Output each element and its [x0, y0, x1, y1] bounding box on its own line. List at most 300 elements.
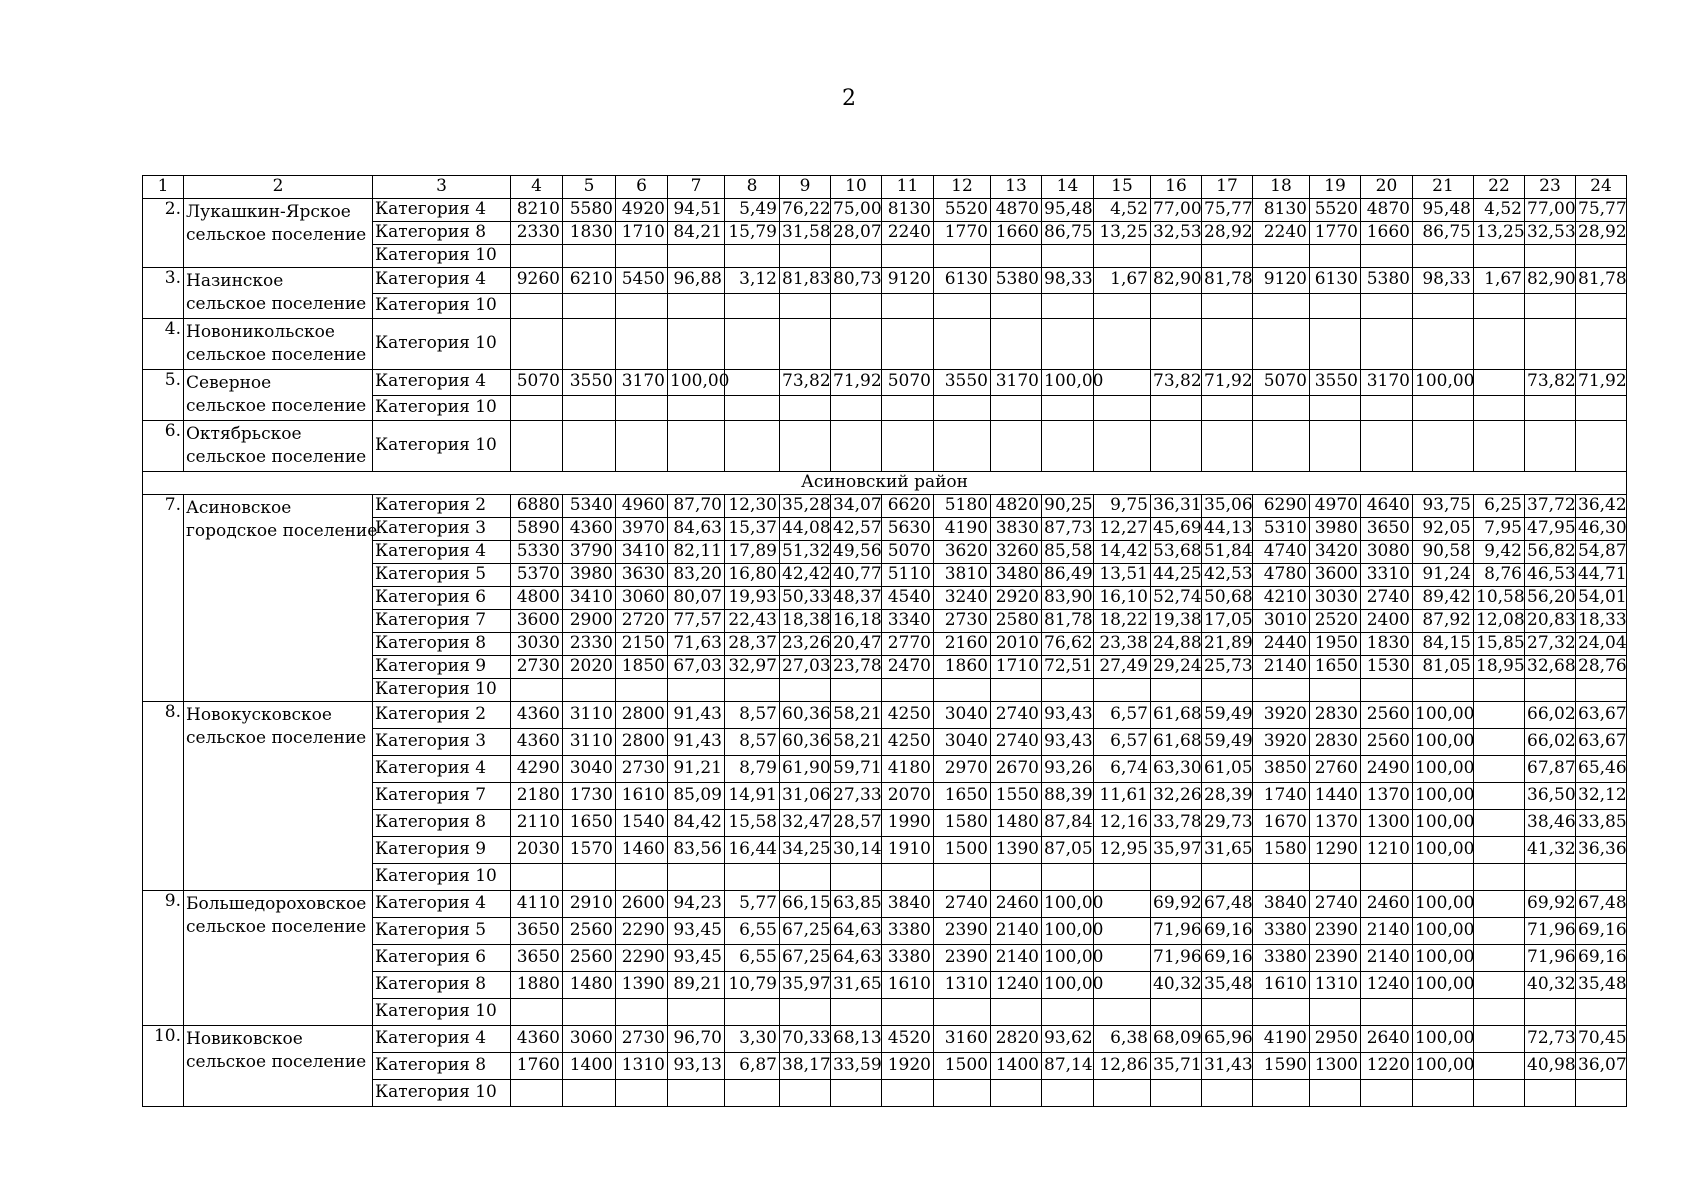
- value-cell: 6620: [882, 495, 934, 518]
- value-cell: [882, 999, 934, 1026]
- value-cell: 93,45: [668, 918, 725, 945]
- value-cell: [511, 395, 563, 421]
- value-cell: 2740: [934, 891, 991, 918]
- value-cell: [1525, 293, 1576, 319]
- value-cell: [1310, 319, 1361, 370]
- value-cell: [1576, 864, 1627, 891]
- value-cell: 8,57: [725, 702, 780, 729]
- value-cell: [831, 421, 882, 472]
- value-cell: [1576, 421, 1627, 472]
- value-cell: [1474, 370, 1525, 396]
- value-cell: [1151, 293, 1202, 319]
- value-cell: [1413, 421, 1474, 472]
- value-cell: [1202, 319, 1253, 370]
- value-cell: 1850: [616, 656, 668, 679]
- value-cell: 44,71: [1576, 564, 1627, 587]
- value-cell: 85,09: [668, 783, 725, 810]
- value-cell: 18,22: [1094, 610, 1151, 633]
- value-cell: [563, 1080, 616, 1107]
- value-cell: 3340: [882, 610, 934, 633]
- value-cell: 32,47: [780, 810, 831, 837]
- value-cell: [1094, 1080, 1151, 1107]
- value-cell: 13,25: [1094, 222, 1151, 245]
- value-cell: [1576, 679, 1627, 702]
- value-cell: 4360: [511, 1026, 563, 1053]
- value-cell: 2140: [1253, 656, 1310, 679]
- value-cell: [934, 421, 991, 472]
- value-cell: 31,43: [1202, 1053, 1253, 1080]
- value-cell: [1576, 395, 1627, 421]
- value-cell: 100,00: [1413, 945, 1474, 972]
- value-cell: 71,96: [1151, 918, 1202, 945]
- value-cell: [780, 999, 831, 1026]
- value-cell: 70,45: [1576, 1026, 1627, 1053]
- value-cell: 31,65: [831, 972, 882, 999]
- value-cell: 4800: [511, 587, 563, 610]
- value-cell: [1042, 679, 1094, 702]
- value-cell: [668, 293, 725, 319]
- value-cell: [780, 864, 831, 891]
- value-cell: [1474, 395, 1525, 421]
- value-cell: 69,16: [1576, 918, 1627, 945]
- value-cell: 96,88: [668, 268, 725, 294]
- category-cell: Категория 8: [373, 633, 511, 656]
- value-cell: [1042, 999, 1094, 1026]
- category-cell: Категория 8: [373, 222, 511, 245]
- value-cell: 1610: [1253, 972, 1310, 999]
- value-cell: 1500: [934, 837, 991, 864]
- value-cell: 19,93: [725, 587, 780, 610]
- value-cell: 2560: [1361, 729, 1413, 756]
- value-cell: [1042, 1080, 1094, 1107]
- value-cell: 1580: [1253, 837, 1310, 864]
- value-cell: 3480: [991, 564, 1042, 587]
- value-cell: [1576, 999, 1627, 1026]
- value-cell: 3550: [934, 370, 991, 396]
- value-cell: [511, 421, 563, 472]
- value-cell: 86,75: [1042, 222, 1094, 245]
- value-cell: 2580: [991, 610, 1042, 633]
- value-cell: 4870: [1361, 199, 1413, 222]
- settlement-name: [184, 268, 373, 319]
- value-cell: 63,67: [1576, 702, 1627, 729]
- value-cell: 3380: [882, 945, 934, 972]
- value-cell: [1474, 293, 1525, 319]
- value-cell: 15,85: [1474, 633, 1525, 656]
- value-cell: 3550: [1310, 370, 1361, 396]
- value-cell: 32,12: [1576, 783, 1627, 810]
- value-cell: 38,46: [1525, 810, 1576, 837]
- value-cell: [991, 245, 1042, 268]
- value-cell: 2460: [1361, 891, 1413, 918]
- value-cell: 1650: [1310, 656, 1361, 679]
- row-number: 8.: [143, 702, 184, 891]
- category-cell: Категория 7: [373, 610, 511, 633]
- value-cell: 89,42: [1413, 587, 1474, 610]
- value-cell: [1361, 319, 1413, 370]
- value-cell: 3030: [511, 633, 563, 656]
- value-cell: [1042, 395, 1094, 421]
- value-cell: [831, 293, 882, 319]
- value-cell: 67,25: [780, 918, 831, 945]
- value-cell: 5310: [1253, 518, 1310, 541]
- value-cell: 1440: [1310, 783, 1361, 810]
- value-cell: 71,92: [1202, 370, 1253, 396]
- value-cell: 1770: [1310, 222, 1361, 245]
- value-cell: [1474, 972, 1525, 999]
- value-cell: [1474, 837, 1525, 864]
- value-cell: [668, 999, 725, 1026]
- value-cell: 3010: [1253, 610, 1310, 633]
- value-cell: 1650: [563, 810, 616, 837]
- value-cell: 2400: [1361, 610, 1413, 633]
- value-cell: 1760: [511, 1053, 563, 1080]
- value-cell: 2150: [616, 633, 668, 656]
- value-cell: 1880: [511, 972, 563, 999]
- settlement-name: [184, 199, 373, 268]
- value-cell: 73,82: [780, 370, 831, 396]
- value-cell: [780, 319, 831, 370]
- value-cell: 18,38: [780, 610, 831, 633]
- value-cell: 2720: [616, 610, 668, 633]
- category-cell: Категория 5: [373, 564, 511, 587]
- value-cell: 6,87: [725, 1053, 780, 1080]
- value-cell: 2560: [563, 918, 616, 945]
- value-cell: 35,48: [1202, 972, 1253, 999]
- table-row: [143, 495, 1627, 518]
- value-cell: 93,62: [1042, 1026, 1094, 1053]
- value-cell: 34,25: [780, 837, 831, 864]
- value-cell: 6,38: [1094, 1026, 1151, 1053]
- value-cell: 95,48: [1042, 199, 1094, 222]
- value-cell: 2740: [1310, 891, 1361, 918]
- value-cell: [1094, 293, 1151, 319]
- value-cell: [1310, 245, 1361, 268]
- value-cell: 3790: [563, 541, 616, 564]
- value-cell: 37,72: [1525, 495, 1576, 518]
- value-cell: 1390: [616, 972, 668, 999]
- value-cell: 93,43: [1042, 702, 1094, 729]
- value-cell: 3160: [934, 1026, 991, 1053]
- value-cell: 2910: [563, 891, 616, 918]
- table-row: [143, 1026, 1627, 1053]
- value-cell: 61,90: [780, 756, 831, 783]
- value-cell: [1094, 421, 1151, 472]
- value-cell: 1,67: [1094, 268, 1151, 294]
- value-cell: 2330: [563, 633, 616, 656]
- value-cell: 27,03: [780, 656, 831, 679]
- value-cell: 2970: [934, 756, 991, 783]
- value-cell: 83,90: [1042, 587, 1094, 610]
- value-cell: 2010: [991, 633, 1042, 656]
- value-cell: 51,32: [780, 541, 831, 564]
- value-cell: 100,00: [1413, 370, 1474, 396]
- value-cell: 3920: [1253, 729, 1310, 756]
- value-cell: 5330: [511, 541, 563, 564]
- value-cell: 82,11: [668, 541, 725, 564]
- value-cell: [1525, 395, 1576, 421]
- category-cell: Категория 9: [373, 837, 511, 864]
- row-number: 10.: [143, 1026, 184, 1107]
- value-cell: 13,25: [1474, 222, 1525, 245]
- value-cell: 6210: [563, 268, 616, 294]
- value-cell: 5630: [882, 518, 934, 541]
- value-cell: 66,02: [1525, 702, 1576, 729]
- value-cell: [1151, 421, 1202, 472]
- value-cell: [1576, 245, 1627, 268]
- value-cell: 68,09: [1151, 1026, 1202, 1053]
- value-cell: 1920: [882, 1053, 934, 1080]
- value-cell: [831, 679, 882, 702]
- column-number: 13: [991, 176, 1042, 199]
- value-cell: 1730: [563, 783, 616, 810]
- settlement-name-line: Новиковское: [186, 1029, 303, 1049]
- value-cell: 46,53: [1525, 564, 1576, 587]
- value-cell: 14,91: [725, 783, 780, 810]
- value-cell: 1660: [991, 222, 1042, 245]
- value-cell: 2640: [1361, 1026, 1413, 1053]
- value-cell: [616, 421, 668, 472]
- value-cell: 69,92: [1525, 891, 1576, 918]
- value-cell: 12,86: [1094, 1053, 1151, 1080]
- settlement-name-line: сельское поселение: [186, 447, 367, 467]
- settlement-name-line: Назинское: [186, 271, 284, 291]
- value-cell: [1474, 918, 1525, 945]
- value-cell: [882, 293, 934, 319]
- value-cell: [1151, 395, 1202, 421]
- category-cell: Категория 4: [373, 756, 511, 783]
- value-cell: 77,00: [1151, 199, 1202, 222]
- district-row: [143, 472, 1627, 495]
- value-cell: 36,42: [1576, 495, 1627, 518]
- value-cell: [1525, 319, 1576, 370]
- value-cell: 5070: [882, 541, 934, 564]
- value-cell: 71,96: [1151, 945, 1202, 972]
- value-cell: 6,74: [1094, 756, 1151, 783]
- value-cell: 6,55: [725, 945, 780, 972]
- value-cell: 87,73: [1042, 518, 1094, 541]
- value-cell: [511, 319, 563, 370]
- value-cell: 28,37: [725, 633, 780, 656]
- value-cell: 87,05: [1042, 837, 1094, 864]
- table-row: [143, 421, 1627, 472]
- value-cell: 3380: [1253, 918, 1310, 945]
- value-cell: 3980: [1310, 518, 1361, 541]
- value-cell: 4110: [511, 891, 563, 918]
- value-cell: 4970: [1310, 495, 1361, 518]
- value-cell: [1253, 1080, 1310, 1107]
- value-cell: 100,00: [1042, 972, 1094, 999]
- value-cell: [934, 319, 991, 370]
- value-cell: [1361, 1080, 1413, 1107]
- value-cell: 41,32: [1525, 837, 1576, 864]
- value-cell: 6130: [1310, 268, 1361, 294]
- value-cell: 81,78: [1202, 268, 1253, 294]
- category-cell: Категория 10: [373, 1080, 511, 1107]
- value-cell: [668, 395, 725, 421]
- value-cell: 1310: [616, 1053, 668, 1080]
- value-cell: 3310: [1361, 564, 1413, 587]
- value-cell: [991, 421, 1042, 472]
- value-cell: 91,21: [668, 756, 725, 783]
- value-cell: 2830: [1310, 702, 1361, 729]
- value-cell: 3650: [511, 918, 563, 945]
- value-cell: [511, 999, 563, 1026]
- value-cell: 4190: [1253, 1026, 1310, 1053]
- value-cell: [1042, 293, 1094, 319]
- value-cell: 20,47: [831, 633, 882, 656]
- value-cell: 36,36: [1576, 837, 1627, 864]
- value-cell: 5520: [934, 199, 991, 222]
- value-cell: 9,75: [1094, 495, 1151, 518]
- value-cell: 64,63: [831, 918, 882, 945]
- value-cell: 2760: [1310, 756, 1361, 783]
- value-cell: 1530: [1361, 656, 1413, 679]
- value-cell: 9260: [511, 268, 563, 294]
- value-cell: 73,82: [1525, 370, 1576, 396]
- value-cell: 6130: [934, 268, 991, 294]
- value-cell: 3,12: [725, 268, 780, 294]
- value-cell: [1253, 421, 1310, 472]
- value-cell: 12,16: [1094, 810, 1151, 837]
- value-cell: [1310, 1080, 1361, 1107]
- value-cell: 100,00: [1413, 810, 1474, 837]
- value-cell: [1151, 999, 1202, 1026]
- value-cell: [934, 1080, 991, 1107]
- value-cell: 22,43: [725, 610, 780, 633]
- value-cell: [1525, 1080, 1576, 1107]
- value-cell: [1253, 999, 1310, 1026]
- value-cell: 8130: [1253, 199, 1310, 222]
- table-row: [143, 891, 1627, 918]
- value-cell: [934, 999, 991, 1026]
- value-cell: 2110: [511, 810, 563, 837]
- value-cell: 13,51: [1094, 564, 1151, 587]
- value-cell: [1151, 864, 1202, 891]
- value-cell: [1094, 245, 1151, 268]
- value-cell: [1253, 679, 1310, 702]
- value-cell: 1370: [1310, 810, 1361, 837]
- value-cell: [1413, 319, 1474, 370]
- value-cell: [1474, 756, 1525, 783]
- settlement-name: [184, 495, 378, 702]
- value-cell: 77,57: [668, 610, 725, 633]
- value-cell: [1361, 679, 1413, 702]
- value-cell: 2460: [991, 891, 1042, 918]
- value-cell: 4,52: [1474, 199, 1525, 222]
- table-row: [143, 702, 1627, 729]
- value-cell: 23,38: [1094, 633, 1151, 656]
- value-cell: [1202, 395, 1253, 421]
- value-cell: 5520: [1310, 199, 1361, 222]
- category-cell: Категория 10: [373, 395, 511, 421]
- value-cell: [1151, 679, 1202, 702]
- category-cell: Категория 4: [373, 268, 511, 294]
- value-cell: 3040: [934, 729, 991, 756]
- value-cell: [1361, 293, 1413, 319]
- value-cell: 3420: [1310, 541, 1361, 564]
- value-cell: 1830: [1361, 633, 1413, 656]
- value-cell: 2770: [882, 633, 934, 656]
- value-cell: [1202, 1080, 1253, 1107]
- value-cell: 2140: [991, 945, 1042, 972]
- value-cell: 5070: [1253, 370, 1310, 396]
- settlement-name-line: сельское поселение: [186, 728, 367, 748]
- district-label: Асиновский район: [143, 472, 1627, 495]
- value-cell: 71,92: [1576, 370, 1627, 396]
- value-cell: 2560: [563, 945, 616, 972]
- value-cell: 2520: [1310, 610, 1361, 633]
- column-number: 8: [725, 176, 780, 199]
- value-cell: 1500: [934, 1053, 991, 1080]
- value-cell: 35,48: [1576, 972, 1627, 999]
- value-cell: 100,00: [1413, 756, 1474, 783]
- value-cell: 7,95: [1474, 518, 1525, 541]
- value-cell: 3040: [563, 756, 616, 783]
- value-cell: [563, 293, 616, 319]
- value-cell: 100,00: [1413, 1026, 1474, 1053]
- value-cell: [1413, 679, 1474, 702]
- value-cell: [1474, 421, 1525, 472]
- value-cell: 100,00: [1042, 945, 1094, 972]
- value-cell: 91,24: [1413, 564, 1474, 587]
- value-cell: 30,14: [831, 837, 882, 864]
- value-cell: 4870: [991, 199, 1042, 222]
- value-cell: 4360: [511, 729, 563, 756]
- column-number: 22: [1474, 176, 1525, 199]
- settlement-name-line: городское поселение: [186, 521, 378, 541]
- value-cell: 65,96: [1202, 1026, 1253, 1053]
- value-cell: 3,30: [725, 1026, 780, 1053]
- value-cell: 36,07: [1576, 1053, 1627, 1080]
- category-cell: Категория 4: [373, 891, 511, 918]
- value-cell: [1151, 1080, 1202, 1107]
- value-cell: 40,98: [1525, 1053, 1576, 1080]
- settlement-name-line: сельское поселение: [186, 345, 367, 365]
- value-cell: 1,67: [1474, 268, 1525, 294]
- value-cell: 2950: [1310, 1026, 1361, 1053]
- value-cell: 28,39: [1202, 783, 1253, 810]
- category-cell: Категория 10: [373, 245, 511, 268]
- value-cell: 28,92: [1576, 222, 1627, 245]
- category-cell: Категория 4: [373, 199, 511, 222]
- value-cell: 1300: [1361, 810, 1413, 837]
- category-cell: Категория 8: [373, 972, 511, 999]
- value-cell: [563, 421, 616, 472]
- value-cell: 4920: [616, 199, 668, 222]
- value-cell: [1310, 395, 1361, 421]
- value-cell: 100,00: [1413, 837, 1474, 864]
- value-cell: 44,25: [1151, 564, 1202, 587]
- value-cell: 67,48: [1202, 891, 1253, 918]
- value-cell: 32,26: [1151, 783, 1202, 810]
- value-cell: 84,42: [668, 810, 725, 837]
- value-cell: 3920: [1253, 702, 1310, 729]
- value-cell: 4210: [1253, 587, 1310, 610]
- value-cell: 1400: [991, 1053, 1042, 1080]
- value-cell: 2740: [991, 729, 1042, 756]
- value-cell: 2140: [1361, 945, 1413, 972]
- value-cell: [563, 395, 616, 421]
- value-cell: 1460: [616, 837, 668, 864]
- value-cell: [1202, 245, 1253, 268]
- value-cell: 81,05: [1413, 656, 1474, 679]
- value-cell: [780, 1080, 831, 1107]
- value-cell: 8,76: [1474, 564, 1525, 587]
- value-cell: 71,96: [1525, 918, 1576, 945]
- value-cell: 5110: [882, 564, 934, 587]
- value-cell: 88,39: [1042, 783, 1094, 810]
